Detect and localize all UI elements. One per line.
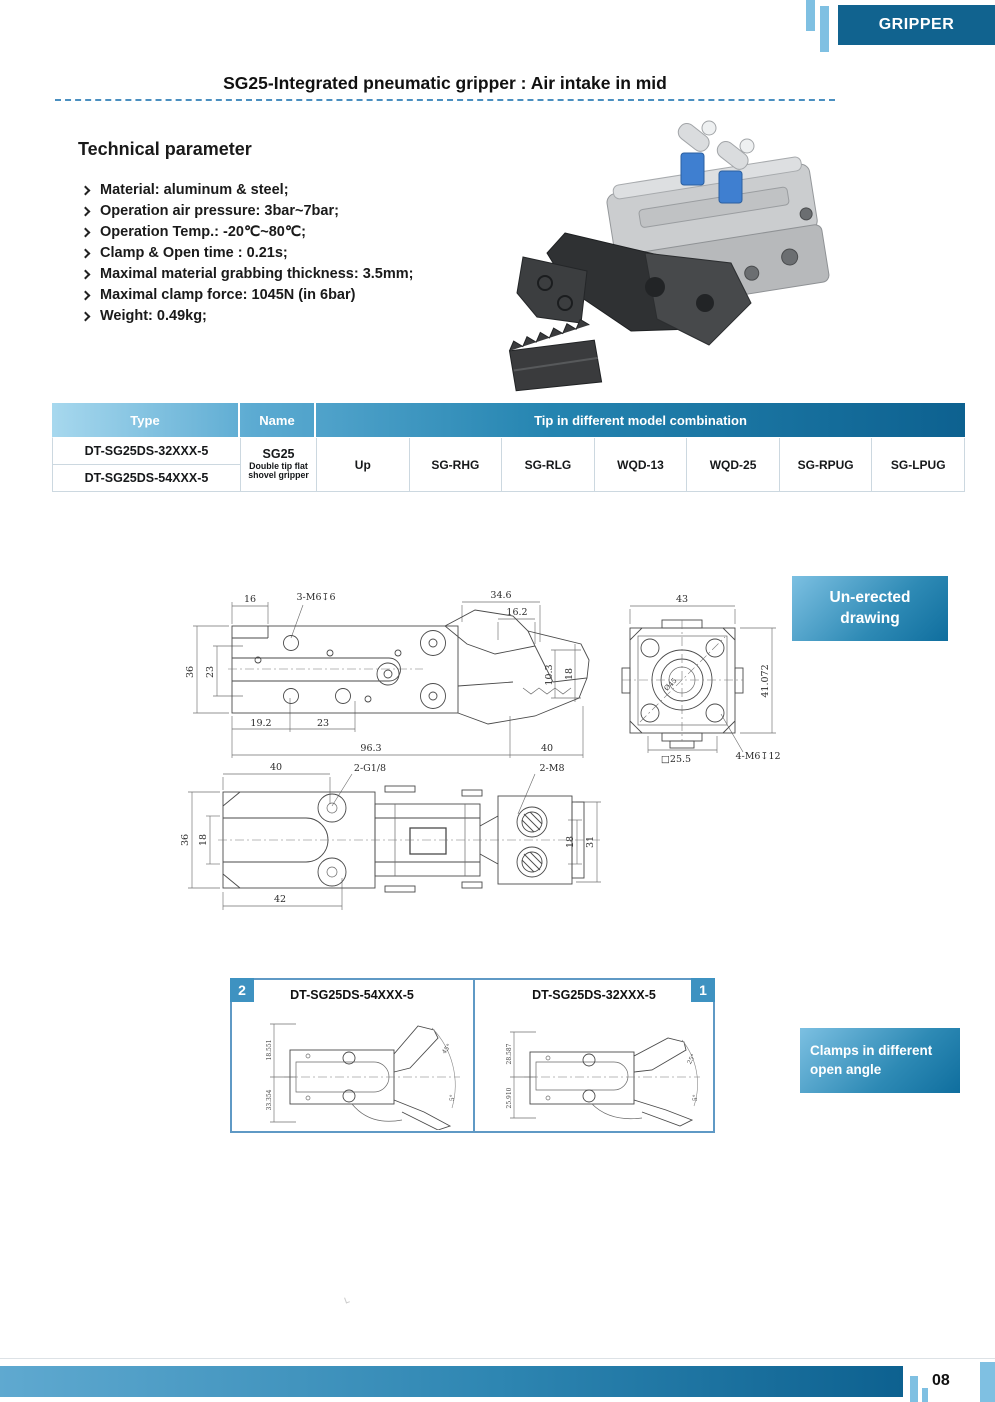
table-body: [52, 437, 965, 492]
arrow-bullet-icon: [81, 206, 91, 216]
dim-19-2: 19.2: [250, 718, 272, 729]
cad-side-view: [183, 586, 603, 766]
angle-close: 5°: [691, 1094, 700, 1102]
gripper-series: SG25: [262, 446, 295, 461]
dim-top: 18.551: [266, 1039, 273, 1061]
footer-corner-block: [980, 1362, 995, 1402]
gripper-description: Double tip flat shovel gripper: [248, 460, 309, 481]
tech-item-text: Weight: 0.49kg;: [100, 308, 207, 324]
table-cell-combo: SG-RPUG: [780, 438, 873, 492]
dim-bottom: 33.354: [266, 1089, 273, 1111]
dim-10-3: 10.3: [544, 664, 555, 686]
angle-close: 5°: [448, 1094, 457, 1102]
table-cell-type: DT-SG25DS-54XXX-5: [53, 465, 241, 492]
tech-item: [80, 285, 520, 305]
dim-40: 40: [269, 762, 283, 773]
tech-heading: Technical parameter: [78, 139, 252, 159]
callout-text: drawing: [840, 609, 900, 627]
dim-41-072: 41.072: [760, 664, 771, 698]
cad-end-view: [600, 586, 790, 766]
footer-gradient-bar: [0, 1366, 903, 1397]
model-table: [52, 403, 965, 492]
dim-40: 40: [540, 743, 554, 754]
dim-dia45: Ø45: [662, 676, 679, 693]
dim-2m8: 2-M8: [539, 763, 565, 774]
end-view-geometry: [622, 620, 743, 748]
dim-16: 16: [243, 594, 257, 605]
footer-accent-bar-small: [922, 1388, 928, 1402]
footer-hairline: [0, 1358, 995, 1359]
table-cell-combo: SG-RLG: [502, 438, 595, 492]
callout-text: open angle: [810, 1061, 882, 1077]
open-angle-comparison: [230, 978, 715, 1133]
table-cell-combo: SG-RHG: [410, 438, 503, 492]
arrow-bullet-icon: [81, 311, 91, 321]
dim-23: 23: [205, 665, 216, 679]
dim-25-5: □25.5: [660, 754, 692, 765]
bottom-view-geometry: [223, 786, 584, 892]
dim-bottom: 25.910: [506, 1087, 513, 1109]
clamps-open-angle-callout: [800, 1028, 960, 1093]
category-tag: [838, 5, 995, 45]
arrow-bullet-icon: [81, 290, 91, 300]
tech-item-text: Operation Temp.: -20℃~80℃;: [100, 224, 306, 240]
centerlines: [622, 620, 743, 741]
dim-43: 43: [675, 594, 689, 605]
arrow-bullet-icon: [81, 269, 91, 279]
table-cell-name: [241, 438, 317, 492]
header-accent-bar-large: [820, 6, 829, 52]
dim-16-2: 16.2: [506, 607, 528, 618]
tech-item: [80, 180, 520, 200]
callout-text: Un-erected: [829, 588, 911, 606]
tech-list: [80, 180, 520, 326]
side-view-geometry: [232, 610, 589, 724]
dim-top: 28.587: [506, 1043, 513, 1065]
dim-96-3: 96.3: [360, 743, 382, 754]
dim-18: 18: [564, 667, 575, 681]
dim-34-6: 34.6: [490, 590, 512, 601]
col-header-combination: Tip in different model combination: [534, 412, 747, 428]
col-header-name: Name: [240, 403, 316, 437]
panel-badge-1: 1: [691, 978, 715, 1002]
table-cell-combo: Up: [317, 438, 410, 492]
dimension-labels: [185, 590, 575, 754]
tech-item: [80, 264, 520, 284]
stray-mark: [344, 1296, 350, 1303]
serrated-jaw: [501, 317, 607, 400]
tech-item: [80, 306, 520, 326]
gripper-render: [501, 120, 830, 400]
dim-4m6: 4-M6↧12: [735, 751, 781, 762]
dim-18-right: 18: [565, 835, 576, 849]
dimension-lines: [270, 1024, 296, 1122]
dim-23b: 23: [316, 718, 330, 729]
tech-item-text: Maximal clamp force: 1045N (in 6bar): [100, 287, 356, 303]
page-number: 08: [932, 1372, 950, 1389]
table-header: [52, 403, 965, 437]
footer-accent-bar-large: [910, 1376, 918, 1402]
dim-42: 42: [273, 894, 287, 905]
col-header-type: Type: [52, 403, 240, 437]
product-photo: [495, 105, 845, 400]
table-cell-combo: WQD-13: [595, 438, 688, 492]
dimension-lines: [193, 602, 583, 758]
dim-2g18: 2-G1/8: [353, 763, 387, 774]
dim-18-left: 18: [198, 833, 209, 847]
panel-title-right: DT-SG25DS-32XXX-5: [532, 988, 656, 1002]
panel-divider: [473, 980, 475, 1131]
tech-item-text: Maximal material grabbing thickness: 3.5mm;: [100, 266, 414, 282]
tech-item-text: Material: aluminum & steel;: [100, 182, 289, 198]
tech-item: [80, 243, 520, 263]
clamp-drawing-32: [492, 1010, 707, 1130]
dim-36: 36: [180, 833, 191, 847]
header-accent-bar-small: [806, 0, 815, 31]
cad-bottom-view: [180, 760, 610, 918]
clamp-geometry: [290, 1026, 450, 1130]
unerected-drawing-callout: [792, 576, 948, 641]
dim-3m6: 3-M6↧6: [296, 592, 336, 603]
arrow-bullet-icon: [81, 248, 91, 258]
arrow-bullet-icon: [81, 185, 91, 195]
dim-36: 36: [185, 665, 196, 679]
panel-badge-2: 2: [230, 978, 254, 1002]
tech-item: [80, 222, 520, 242]
table-cell-combo: WQD-25: [687, 438, 780, 492]
arrow-bullet-icon: [81, 227, 91, 237]
category-tag-label: GRIPPER: [878, 16, 955, 33]
tech-item-text: Operation air pressure: 3bar~7bar;: [100, 203, 339, 219]
title-underline: [55, 99, 835, 101]
panel-title-left: DT-SG25DS-54XXX-5: [290, 988, 414, 1002]
tech-item: [80, 201, 520, 221]
clamp-drawing-54: [252, 1010, 467, 1130]
dimension-labels: [180, 762, 596, 905]
page-title: SG25-Integrated pneumatic gripper : Air intake in mid: [223, 73, 667, 93]
dim-31: 31: [585, 835, 596, 849]
tech-item-text: Clamp & Open time : 0.21s;: [100, 245, 288, 261]
dimension-lines: [188, 774, 601, 910]
clamp-geometry: [530, 1038, 692, 1126]
table-cell-combo: SG-LPUG: [872, 438, 965, 492]
callout-text: Clamps in different: [810, 1043, 933, 1059]
angle-open: 45°: [440, 1042, 453, 1056]
angle-open: 25°: [686, 1052, 698, 1066]
dimension-lines: [510, 1032, 536, 1118]
table-cell-type: DT-SG25DS-32XXX-5: [53, 438, 241, 465]
